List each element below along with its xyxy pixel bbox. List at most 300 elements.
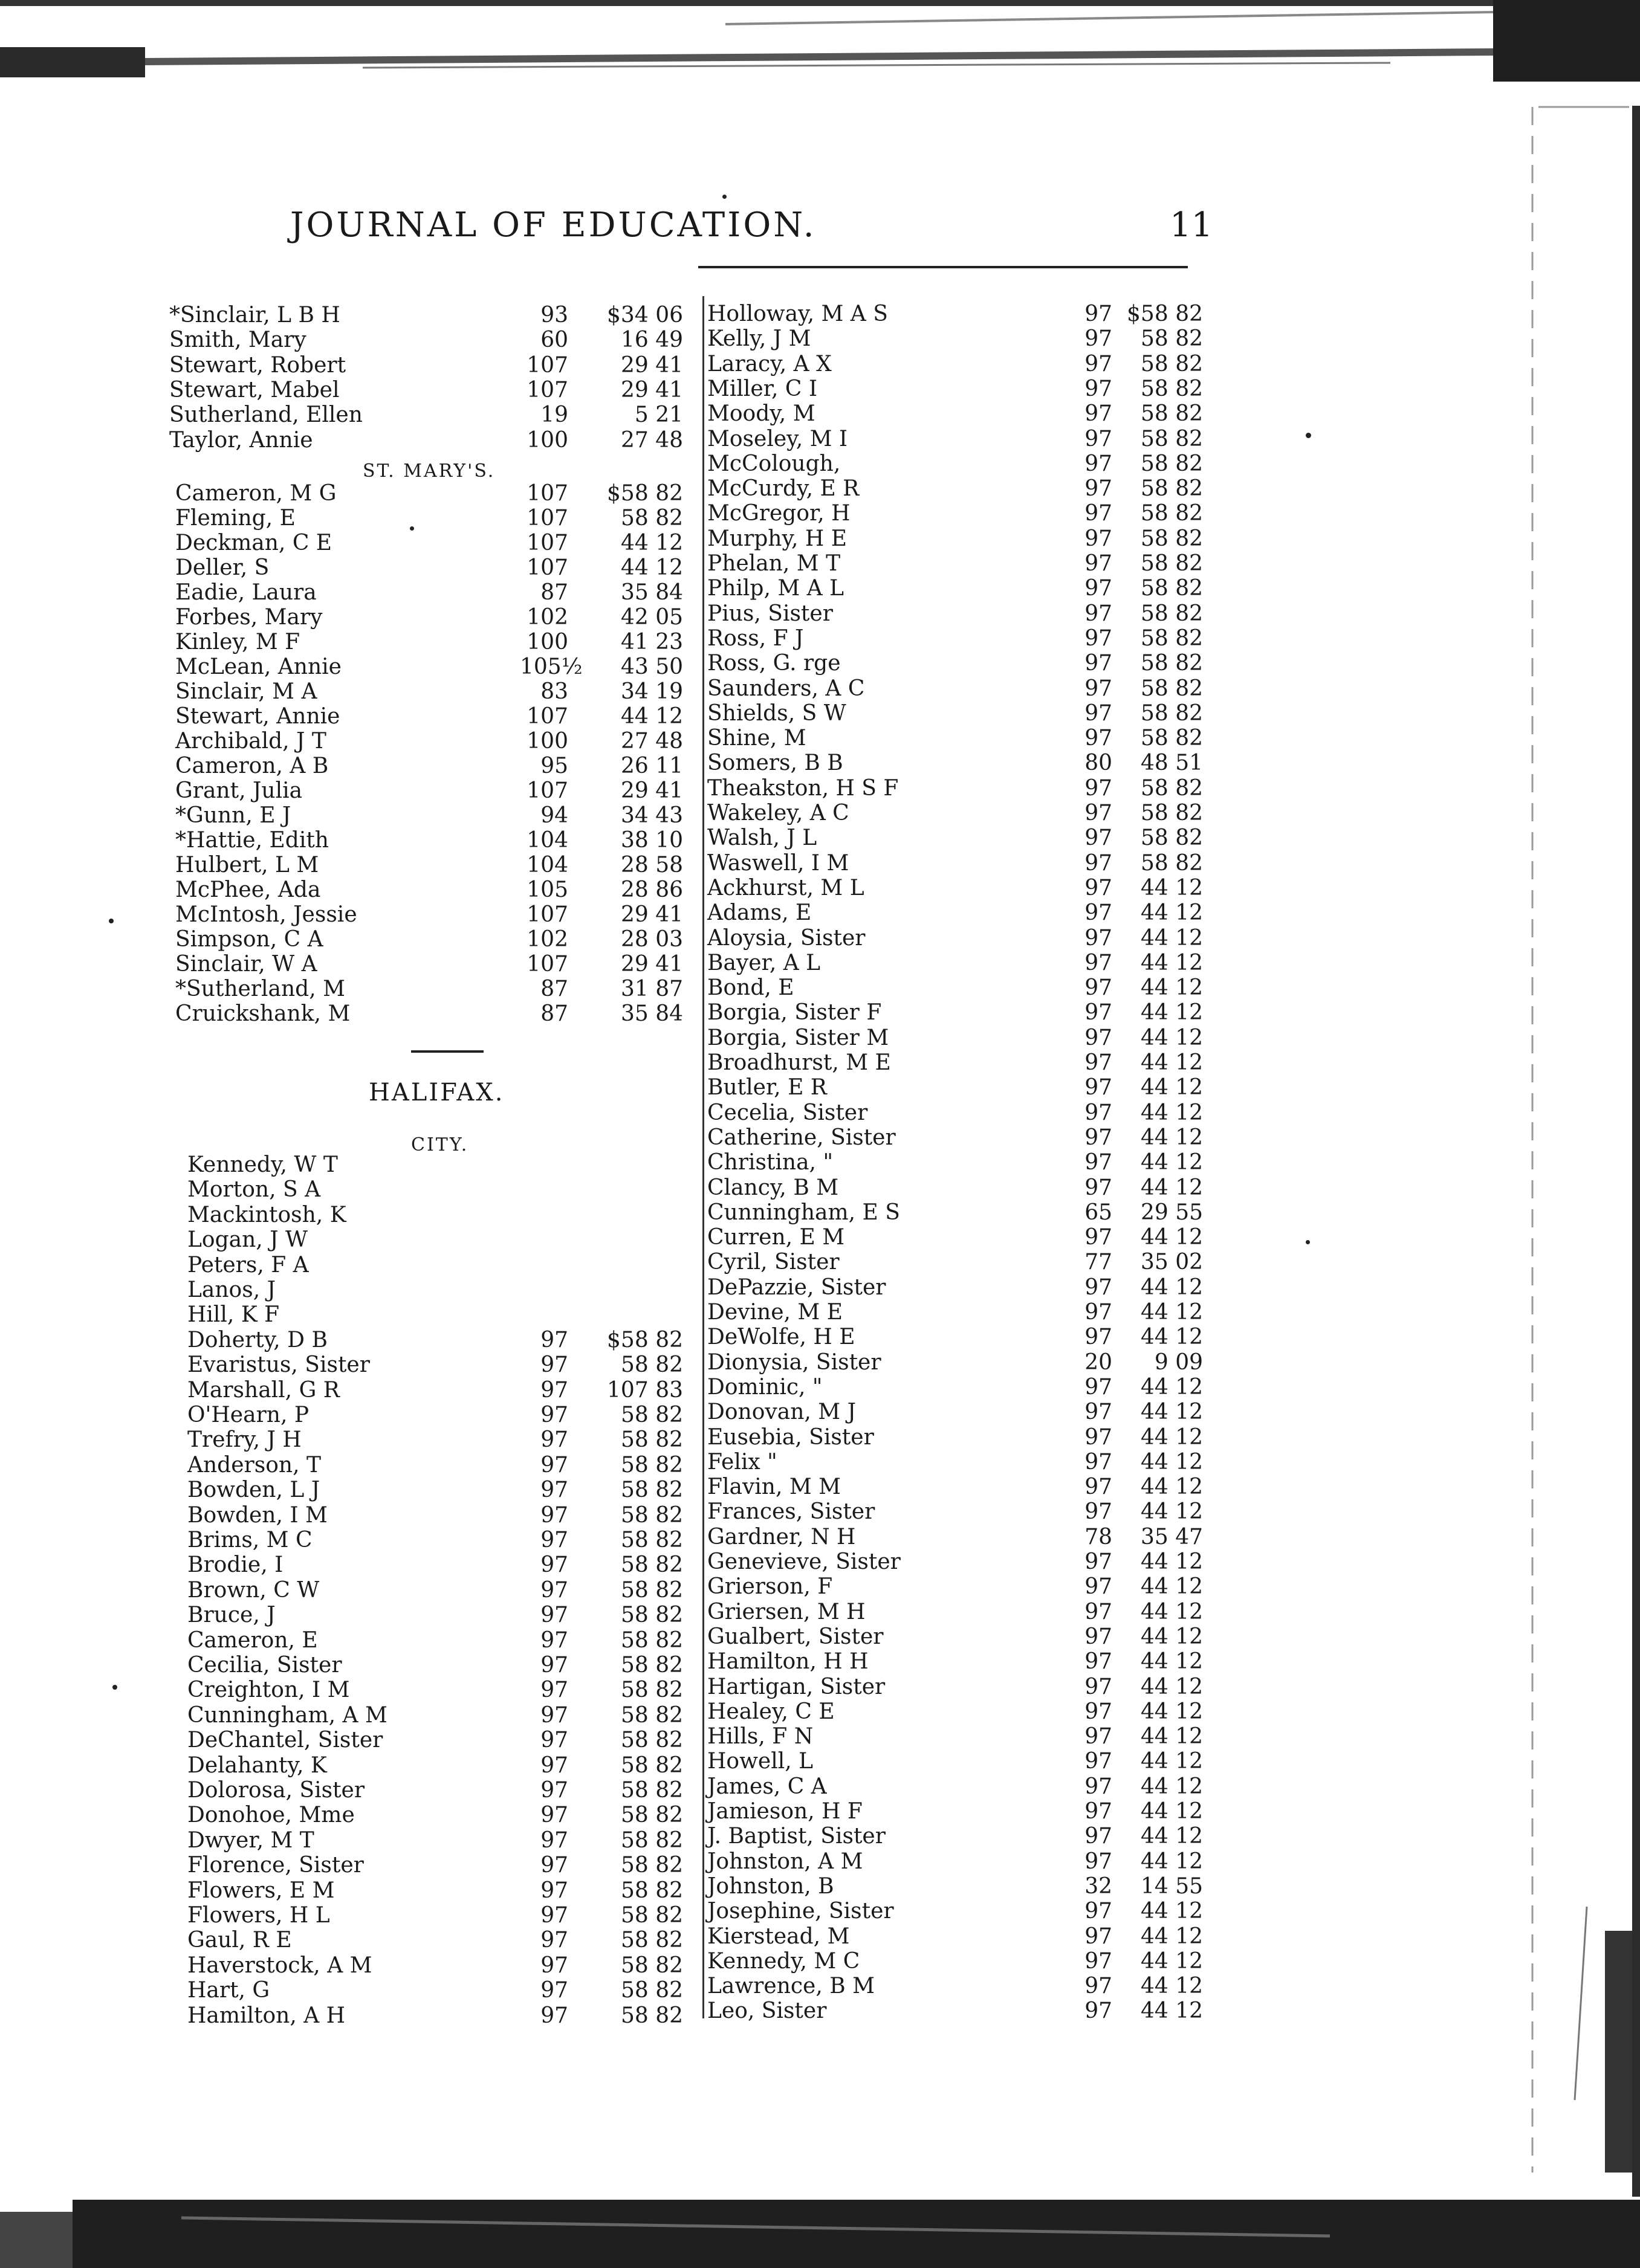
ledger-row [175,482,701,506]
entry-name: Broadhurst, M E [707,1050,891,1075]
entry-name: Flowers, E M [187,1878,335,1903]
ledger-row [707,502,1215,526]
ledger-row [707,702,1215,726]
entry-amount: 28 03 [620,927,683,952]
entry-name: Mackintosh, K [187,1202,346,1227]
entry-amount: 44 12 [1140,1799,1203,1824]
entry-count: 97 [1084,1749,1112,1774]
entry-count: 107 [527,531,568,555]
ledger-row [707,1899,1215,1924]
entry-name: Phelan, M T [707,551,841,576]
entry-count: 97 [540,1528,568,1552]
ledger-row [707,1625,1215,1649]
entry-name: Lawrence, B M [707,1974,875,1999]
entry-name: Adams, E [707,900,812,926]
ledger-row [707,1276,1215,1300]
entry-amount: 44 12 [1140,975,1203,1001]
entry-name: Flavin, M M [707,1475,841,1500]
entry-name: Bond, E [707,975,794,1001]
ledger-row [707,1675,1215,1699]
entry-name: Trefry, J H [187,1427,302,1453]
ledger-row [707,1700,1215,1724]
entry-count: 97 [1084,1050,1112,1075]
entry-name: Florence, Sister [187,1853,364,1878]
ledger-row [707,1974,1215,1998]
entry-count: 97 [540,1552,568,1578]
ledger-row [707,1600,1215,1624]
entry-name: Leo, Sister [707,1998,827,2024]
entry-amount: 44 12 [1140,875,1203,900]
entry-count: 97 [1084,302,1112,326]
entry-amount: 44 12 [1140,1549,1203,1574]
entry-name: Archibald, J T [175,729,326,754]
entry-name: McPhee, Ada [175,877,321,902]
entry-amount: 9 09 [1154,1349,1203,1375]
entry-count: 97 [1084,476,1112,502]
entry-name: McGregor, H [707,501,851,526]
entry-count: 32 [1084,1873,1112,1899]
ledger-row [707,1525,1215,1549]
entry-amount: 58 82 [620,1978,683,2003]
entry-name: Donovan, M J [707,1400,857,1425]
entry-amount: 58 82 [620,1702,683,1728]
entry-amount: 58 82 [620,1827,683,1853]
ledger-row [707,552,1215,576]
entry-name: Dwyer, M T [187,1827,314,1853]
ledger-row [175,779,701,803]
entry-count: 65 [1084,1200,1112,1225]
ledger-row [169,378,701,402]
ledger-row [707,527,1215,551]
ledger-row [187,1153,701,1177]
entry-name: Gaul, R E [187,1928,292,1953]
entry-name: Johnston, B [707,1873,834,1899]
entry-count: 60 [540,328,568,353]
entry-name: Jamieson, H F [707,1799,863,1824]
entry-amount: 44 12 [1140,1624,1203,1649]
entry-amount: 34 43 [620,803,683,828]
entry-amount: 44 12 [620,555,683,580]
entry-count: 97 [1084,700,1112,726]
ledger-row [707,1650,1215,1674]
entry-count: 107 [527,506,568,531]
entry-amount: 58 82 [1140,801,1203,825]
entry-count: 97 [1084,1924,1112,1949]
entry-amount: 58 82 [620,1427,683,1453]
ledger-row [707,1351,1215,1375]
entry-count: 97 [540,1928,568,1953]
ledger-row [187,1629,701,1653]
entry-count: 97 [540,1627,568,1653]
entry-name: Murphy, H E [707,526,848,551]
ledger-row [175,630,701,654]
entry-count: 97 [1084,1374,1112,1400]
ledger-row [707,302,1215,326]
ledger-row [175,556,701,580]
entry-name: Bayer, A L [707,950,821,975]
ledger-row [707,1226,1215,1250]
entry-count: 105 [527,877,568,902]
entry-count: 97 [1084,551,1112,576]
entry-amount: 44 12 [1140,1275,1203,1300]
entry-name: McCurdy, E R [707,476,860,502]
entry-name: Genevieve, Sister [707,1549,901,1574]
entry-amount: 58 82 [620,1528,683,1552]
ledger-row [707,651,1215,676]
ledger-row [707,876,1215,900]
entry-amount: 58 82 [620,1552,683,1578]
entry-count: 97 [540,1427,568,1453]
ledger-row [187,1328,701,1352]
entry-name: James, C A [707,1774,827,1799]
entry-name: Forbes, Mary [175,605,323,630]
ledger-row [187,1453,701,1478]
entry-count: 97 [1084,801,1112,825]
entry-count: 97 [540,1478,568,1503]
entry-name: Deckman, C E [175,531,332,555]
ledger-row [707,1101,1215,1125]
ledger-row [707,402,1215,426]
entry-amount: 29 55 [1140,1200,1203,1225]
entry-amount: 44 12 [1140,1075,1203,1100]
entry-name: Kelly, J M [707,326,811,352]
entry-count: 107 [527,778,568,803]
ledger-row [707,452,1215,476]
ledger-row [169,328,701,352]
entry-count: 104 [527,828,568,853]
ledger-row [187,1178,701,1202]
entry-name: Holloway, M A S [707,302,888,326]
entry-amount: 44 12 [1140,1724,1203,1749]
entry-count: 97 [1084,676,1112,701]
entry-count: 97 [1084,1824,1112,1849]
entry-count: 97 [540,1853,568,1878]
entry-count: 97 [1084,1000,1112,1026]
entry-name: Brims, M C [187,1528,313,1552]
entry-amount: 58 82 [1140,551,1203,576]
entry-name: Lanos, J [187,1278,276,1302]
ledger-row [175,1002,701,1026]
entry-name: Cunningham, E S [707,1200,900,1225]
entry-count: 97 [540,2003,568,2028]
ledger-row [187,1653,701,1678]
entry-name: Sinclair, W A [175,952,317,977]
entry-amount: 58 82 [620,1352,683,1378]
ledger-row [707,1725,1215,1749]
entry-count: 97 [1084,1175,1112,1200]
entry-count: 83 [540,679,568,704]
entry-count: 97 [540,1728,568,1753]
entry-amount: 38 10 [620,828,683,853]
entry-count: 100 [527,630,568,654]
entry-amount: 44 12 [1140,1000,1203,1026]
entry-count: 107 [527,555,568,580]
entry-count: 97 [1084,1225,1112,1250]
entry-amount: 44 12 [1140,1749,1203,1774]
entry-amount: 34 19 [620,679,683,704]
ledger-row [175,952,701,977]
entry-amount: 58 82 [620,1603,683,1628]
entry-count: 87 [540,580,568,605]
entry-name: Creighton, I M [187,1678,350,1703]
entry-count: 97 [1084,526,1112,551]
entry-count: 102 [527,605,568,630]
entry-amount: 44 12 [1140,1025,1203,1050]
ledger-row [187,1779,701,1803]
entry-count: 97 [1084,900,1112,926]
print-speck [410,526,414,531]
entry-count: 97 [1084,1799,1112,1824]
ledger-row [187,1478,701,1502]
ledger-row [707,826,1215,850]
ledger-row [707,1500,1215,1524]
ledger-row [707,1201,1215,1225]
entry-amount: 29 41 [620,902,683,927]
ledger-row [707,1775,1215,1799]
ledger-row [187,1829,701,1853]
entry-count: 97 [540,1577,568,1603]
entry-name: Gualbert, Sister [707,1624,884,1649]
entry-count: 97 [1084,1424,1112,1450]
entry-name: Smith, Mary [169,328,306,353]
section-st-marys: ST. MARY'S. [363,460,496,482]
entry-name: Brodie, I [187,1552,284,1578]
entry-name: Sutherland, Ellen [169,402,363,428]
entry-amount: 58 82 [620,1803,683,1828]
entry-name: Dionysia, Sister [707,1349,881,1375]
entry-amount: 29 41 [620,778,683,803]
ledger-row [187,1553,701,1577]
entry-amount: 58 82 [1140,326,1203,352]
ledger-row [169,428,701,453]
entry-amount: 44 12 [1140,1948,1203,1974]
entry-amount: 58 82 [620,1728,683,1753]
entry-count: 107 [527,704,568,729]
entry-name: Eadie, Laura [175,580,317,605]
entry-name: Bowden, I M [187,1502,328,1528]
entry-count: 97 [1084,1075,1112,1100]
entry-amount: 107 83 [607,1377,683,1403]
ledger-row [187,1578,701,1603]
entry-amount: 58 82 [620,1678,683,1703]
ledger-row [707,801,1215,825]
entry-name: J. Baptist, Sister [707,1824,886,1849]
ledger-row [707,751,1215,775]
entry-amount: 44 12 [1140,1050,1203,1075]
entry-amount: 58 82 [1140,476,1203,502]
entry-amount: 58 82 [620,506,683,531]
entry-count: 97 [1084,825,1112,851]
entry-amount: 44 12 [1140,1924,1203,1949]
entry-amount: 44 12 [1140,1225,1203,1250]
entry-amount: 58 82 [620,1753,683,1778]
entry-count: 19 [540,402,568,428]
entry-name: Cunningham, A M [187,1702,387,1728]
entry-amount: 58 82 [1140,576,1203,601]
entry-name: McLean, Annie [175,654,342,679]
ledger-row [187,1504,701,1528]
entry-amount: 48 51 [1140,751,1203,776]
entry-count: 97 [1084,1325,1112,1350]
entry-name: Moody, M [707,401,815,427]
entry-name: Clancy, B M [707,1175,839,1200]
entry-count: 97 [1084,1574,1112,1600]
entry-count: 97 [540,1903,568,1928]
print-speck [112,1685,117,1690]
entry-amount: 44 12 [1140,1499,1203,1525]
ledger-row [707,1950,1215,1974]
ledger-row [187,1278,701,1302]
entry-count: 80 [1084,751,1112,776]
entry-name: Frances, Sister [707,1499,875,1525]
entry-amount: 58 82 [620,1878,683,1903]
entry-name: DeWolfe, H E [707,1325,855,1350]
entry-name: Shine, M [707,726,806,751]
entry-count: 97 [1084,1449,1112,1475]
ledger-row [707,1400,1215,1424]
entry-count: 97 [1084,1125,1112,1150]
entry-amount: 29 41 [620,377,683,402]
entry-count: 97 [1084,726,1112,751]
ledger-row [707,976,1215,1000]
entry-name: O'Hearn, P [187,1403,310,1427]
entry-amount: 58 82 [620,1653,683,1678]
entry-amount: 58 82 [1140,351,1203,376]
entry-name: Wakeley, A C [707,801,849,825]
entry-count: 78 [1084,1524,1112,1549]
entry-amount: 44 12 [1140,1325,1203,1350]
entry-name: Devine, M E [707,1300,843,1325]
entry-count: 97 [1084,1025,1112,1050]
entry-name: *Hattie, Edith [175,828,329,853]
entry-amount: 58 82 [620,1853,683,1878]
ledger-row [707,926,1215,951]
ledger-row [175,878,701,902]
entry-count: 100 [527,729,568,754]
entry-amount: 58 82 [1140,526,1203,551]
ledger-row [175,506,701,531]
entry-amount: $58 82 [1127,302,1203,326]
entry-amount: 26 11 [620,754,683,778]
running-head: JOURNAL OF EDUCATION. [290,205,817,245]
ledger-row [707,1076,1215,1100]
entry-name: Morton, S A [187,1177,321,1203]
ledger-row [707,901,1215,925]
entry-name: Ross, G. rge [707,651,841,676]
print-speck [1306,433,1311,438]
entry-name: Griersen, M H [707,1599,866,1624]
entry-count: 107 [527,481,568,506]
entry-amount: 28 86 [620,877,683,902]
entry-count: 97 [540,1502,568,1528]
entry-amount: 44 12 [1140,1125,1203,1150]
entry-amount: 58 82 [1140,451,1203,476]
ledger-row [707,1450,1215,1475]
entry-amount: 44 12 [1140,1824,1203,1849]
entry-amount: $58 82 [607,1327,683,1352]
entry-name: Hulbert, L M [175,853,319,877]
ledger-row [707,1824,1215,1849]
entry-amount: 58 82 [1140,376,1203,401]
entry-count: 95 [540,754,568,778]
entry-name: Hill, K F [187,1302,280,1328]
entry-amount: 58 82 [1140,700,1203,726]
entry-count: 20 [1084,1349,1112,1375]
entry-name: Butler, E R [707,1075,827,1100]
page-number: 11 [1170,205,1213,245]
ledger-row [707,677,1215,701]
entry-amount: 35 02 [1140,1250,1203,1275]
entry-amount: 58 82 [1140,426,1203,451]
entry-name: Walsh, J L [707,825,817,851]
entry-amount: 44 12 [1140,1699,1203,1724]
entry-count: 97 [540,1452,568,1478]
ledger-row [187,1528,701,1552]
section-city: CITY. [411,1134,469,1155]
ledger-row [175,829,701,853]
ledger-row [187,1979,701,2003]
ledger-row [707,602,1215,626]
entry-count: 97 [1084,775,1112,801]
entry-name: Catherine, Sister [707,1125,896,1150]
entry-name: Cruickshank, M [175,1001,351,1026]
ledger-row [707,627,1215,651]
entry-amount: 44 12 [1140,1475,1203,1500]
entry-amount: 58 82 [620,1502,683,1528]
entry-amount: 44 12 [1140,1100,1203,1125]
ledger-row [175,903,701,927]
ledger-row [707,1925,1215,1949]
entry-name: Delahanty, K [187,1753,327,1778]
entry-amount: 27 48 [620,427,683,453]
ledger-row [707,1999,1215,2023]
entry-name: Cameron, E [187,1627,318,1653]
ledger-row [187,1879,701,1903]
entry-name: Ross, F J [707,625,804,651]
entry-name: Hamilton, H H [707,1649,869,1675]
ledger-row [707,1850,1215,1874]
entry-amount: 44 12 [1140,1400,1203,1425]
entry-name: Evaristus, Sister [187,1352,370,1378]
entry-name: Borgia, Sister F [707,1000,882,1026]
entry-amount: 14 55 [1140,1873,1203,1899]
entry-count: 97 [540,1702,568,1728]
entry-amount: 44 12 [620,704,683,729]
entry-amount: 58 82 [1140,501,1203,526]
entry-name: Bowden, L J [187,1478,320,1503]
entry-name: Kennedy, W T [187,1152,338,1177]
entry-name: Borgia, Sister M [707,1025,889,1050]
entry-count: 97 [540,1778,568,1803]
entry-name: Philp, M A L [707,576,844,601]
entry-count: 97 [540,1352,568,1378]
ledger-row [187,1754,701,1778]
entry-name: Healey, C E [707,1699,835,1724]
entry-amount: 28 58 [620,853,683,877]
entry-count: 97 [1084,451,1112,476]
entry-name: Saunders, A C [707,676,865,701]
print-speck [722,195,727,199]
ledger-row [707,1475,1215,1499]
entry-amount: 29 41 [620,352,683,378]
ledger-row [187,1803,701,1827]
entry-count: 97 [1084,625,1112,651]
ledger-row [175,606,701,630]
entry-amount: 44 12 [1140,1599,1203,1624]
entry-name: Doherty, D B [187,1327,328,1352]
entry-amount: 35 84 [620,580,683,605]
entry-amount: 16 49 [620,328,683,353]
